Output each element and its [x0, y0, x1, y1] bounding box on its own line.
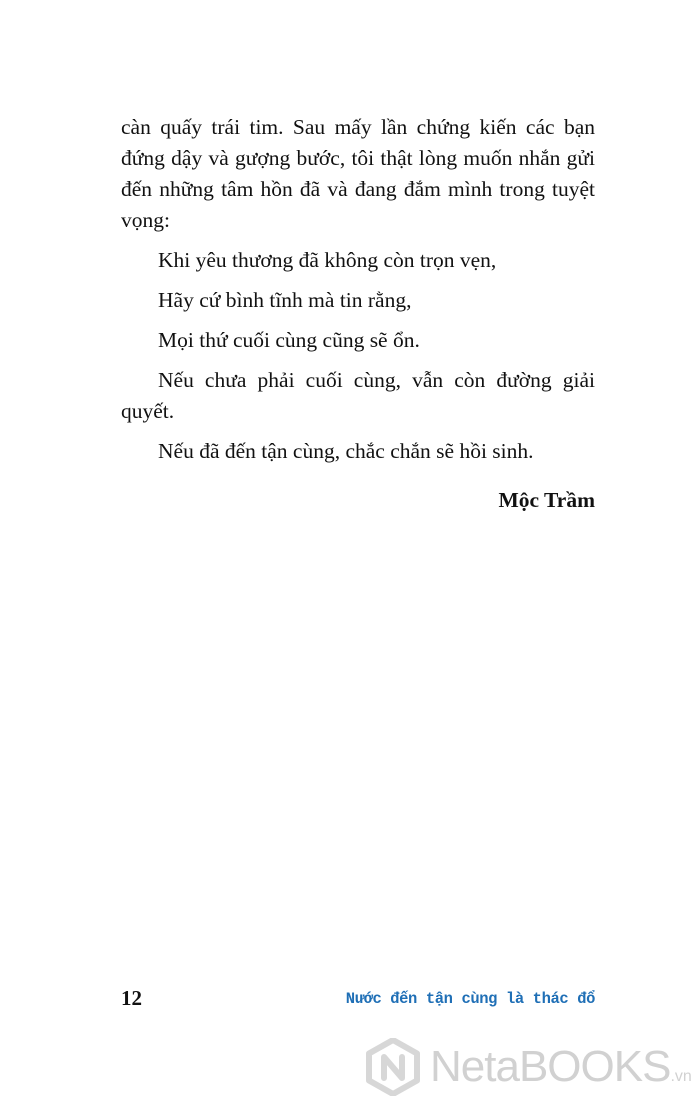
netabooks-logo-icon — [364, 1038, 422, 1096]
watermark-suffix: .vn — [670, 1068, 692, 1085]
verse-line-1: Khi yêu thương đã không còn trọn vẹn, — [158, 248, 497, 272]
watermark-text — [430, 1041, 692, 1103]
author-signature: Mộc Trầm — [498, 488, 595, 512]
verse-line-4: Nếu chưa phải cuối cùng, vẫn còn đường giải quyết. — [121, 368, 595, 423]
body-paragraph: càn quấy trái tim. Sau mấy lần chứng kiến các bạn đứng dậy và gượng bước, tôi thật lòng muốn nhắn gửi đến những tâm hồn đã và đang đắm mình trong tuyệt vọng: — [121, 115, 595, 232]
verse-line-3: Mọi thứ cuối cùng cũng sẽ ổn. — [158, 328, 420, 352]
watermark-brand: NetaBOOKS — [430, 1042, 671, 1091]
watermark — [364, 1032, 694, 1104]
verse-line-2: Hãy cứ bình tĩnh mà tin rằng, — [158, 288, 412, 312]
page-number: 12 — [121, 986, 142, 1010]
page-footer — [121, 984, 595, 1016]
page-body — [121, 112, 595, 516]
running-title: Nước đến tận cùng là thác đổ — [345, 990, 595, 1008]
verse-line-5: Nếu đã đến tận cùng, chắc chắn sẽ hồi sinh. — [158, 439, 534, 463]
